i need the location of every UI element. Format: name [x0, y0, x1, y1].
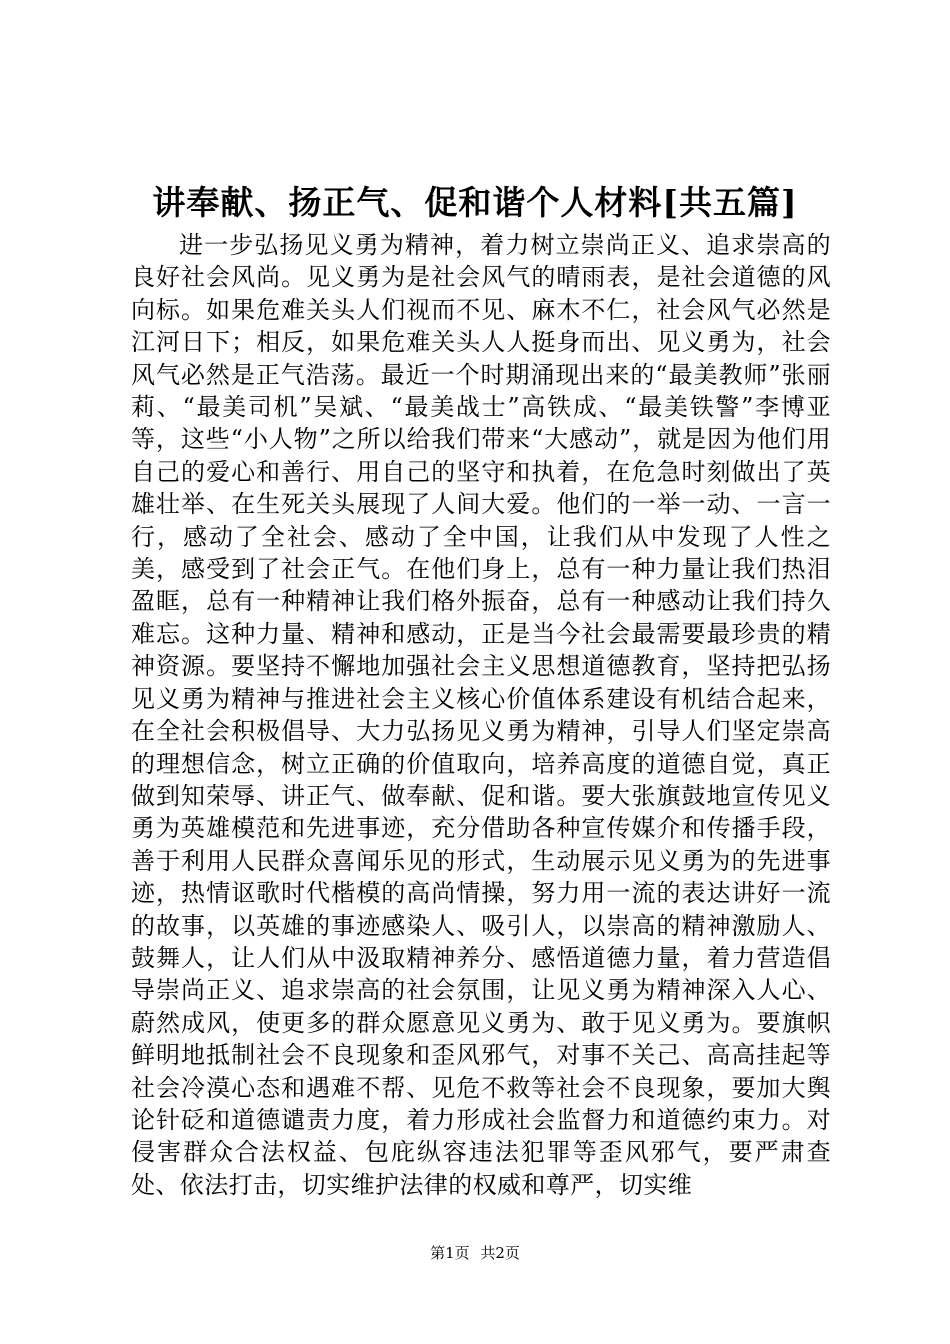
- document-body: 进一步弘扬见义勇为精神，着力树立崇尚正义、追求崇高的良好社会风尚。见义勇为是社会风气的晴雨表，是社会道德的风向标。如果危难关头人们视而不见、麻木不仁，社会风气必然是江河日下；相反，如果危难关头人人挺身而出、见义勇为，社会风气必然是正气浩荡。最近一个时期涌现出来的“最美教师”张丽莉、“最美司机”吴斌、“最美战士”高铁成、“最美铁警”李博亚等，这些“小人物”之所以给我们带来“大感动”，就是因为他们用自己的爱心和善行、用自己的坚守和执着，在危急时刻做出了英雄壮举、在生死关头展现了人间大爱。他们的一举一动、一言一行，感动了全社会、感动了全中国，让我们从中发现了人性之美，感受到了社会正气。在他们身上，总有一种力量让我们热泪盈眶，总有一种精神让我们格外振奋，总有一种感动让我们持久难忘。这种力量、精神和感动，正是当今社会最需要最珍贵的精神资源。要坚持不懈地加强社会主义思想道德教育，坚持把弘扬见义勇为精神与推进社会主义核心价值体系建设有机结合起来，在全社会积极倡导、大力弘扬见义勇为精神，引导人们坚定崇高的理想信念，树立正确的价值取向，培养高度的道德自觉，真正做到知荣辱、讲正气、做奉献、促和谐。要大张旗鼓地宣传见义勇为英雄模范和先进事迹，充分借助各种宣传媒介和传播手段，善于利用人民群众喜闻乐见的形式，生动展示见义勇为的先进事迹，热情讴歌时代楷模的高尚情操，努力用一流的表达讲好一流的故事，以英雄的事迹感染人、吸引人，以崇高的精神激励人、鼓舞人，让人们从中汲取精神养分、感悟道德力量，着力营造倡导崇尚正义、追求崇高的社会氛围，让见义勇为精神深入人心、蔚然成风，使更多的群众愿意见义勇为、敢于见义勇为。要旗帜鲜明地抵制社会不良现象和歪风邪气，对事不关己、高高挂起等社会冷漠心态和遇难不帮、见危不救等社会不良现象，要加大舆论针砭和道德谴责力度，着力形成社会监督力和道德约束力。对侵害群众合法权益、包庇纵容违法犯罪等歪风邪气，要严肃查处、依法打击，切实维护法律的权威和尊严，切实维: [131, 231, 831, 1199]
- page-total: 共2页: [480, 1244, 520, 1262]
- document-title: 讲奉献、扬正气、促和谐个人材料[共五篇]: [152, 183, 798, 222]
- page-number: 第1页: [430, 1244, 470, 1262]
- page-footer: [0, 1243, 950, 1263]
